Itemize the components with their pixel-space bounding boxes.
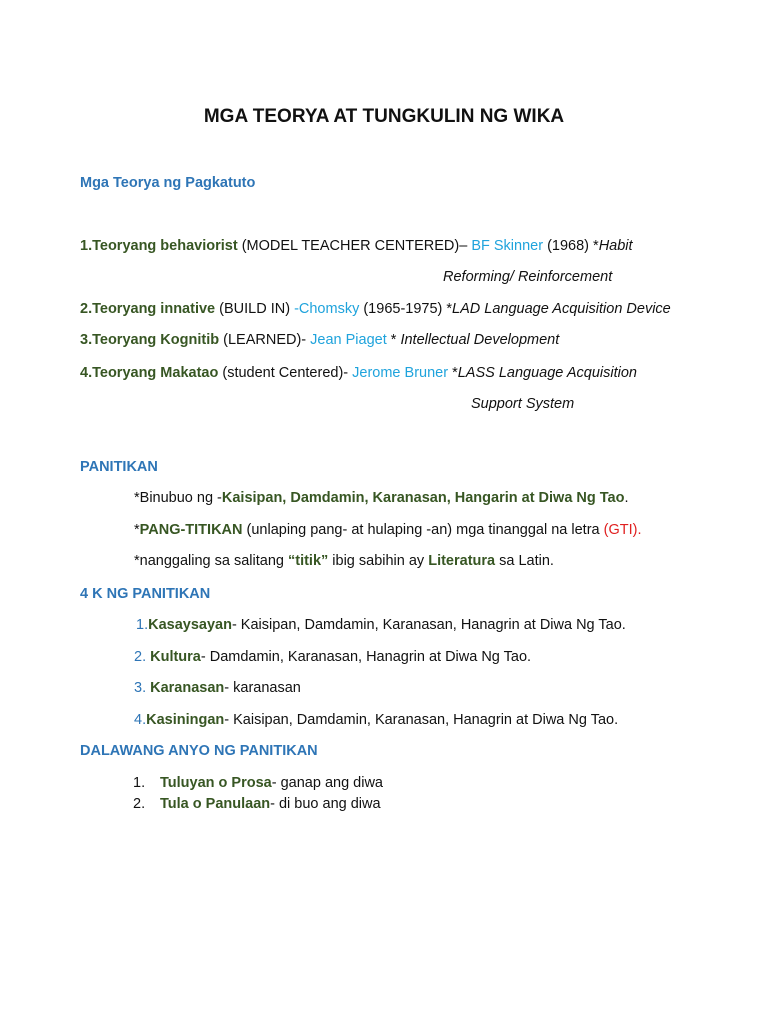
theory-person: BF Skinner — [471, 238, 544, 254]
item-number: 2. — [134, 649, 151, 665]
theory-desc: Intellectual Development — [400, 332, 560, 348]
anyo-heading: DALAWANG ANYO NG PANITIKAN — [80, 743, 318, 759]
theory-name: 3.Teoryang Kognitib — [80, 332, 220, 348]
panitikan-heading: PANITIKAN — [80, 459, 158, 475]
item-term: Tuluyan o Prosa — [160, 775, 272, 791]
panitikan-line-2 — [134, 521, 642, 539]
line-text: ibig sabihin ay — [328, 553, 429, 569]
theory-item-4 — [80, 364, 637, 382]
item-number: 1. — [133, 775, 146, 791]
theory-tag: (MODEL TEACHER CENTERED)– — [237, 238, 472, 254]
theory-year: * — [386, 332, 401, 348]
theory-tag: (student Centered)- — [218, 365, 353, 381]
line-emphasis: PANG-TITIKAN — [139, 522, 243, 538]
theory-item-3 — [80, 331, 559, 349]
line-text: . — [624, 490, 629, 506]
line-emphasis: “titik” — [287, 553, 329, 569]
theory-desc: LAD Language Acquisition Device — [452, 301, 671, 317]
panitikan-line-3 — [134, 552, 554, 570]
theory-year: * — [448, 365, 458, 381]
theory-desc: Habit — [598, 238, 633, 254]
theory-person: -Chomsky — [294, 301, 360, 317]
theory-name: 2.Teoryang innative — [80, 301, 216, 317]
item-term: Kasaysayan — [148, 617, 232, 633]
line-text: *nanggaling sa salitang — [134, 553, 288, 569]
anyo-item-1 — [133, 774, 383, 792]
theory-name: 4.Teoryang Makatao — [80, 365, 219, 381]
item-desc: - di buo ang diwa — [270, 796, 381, 812]
item-number: 2. — [133, 796, 146, 812]
theory-desc: LASS Language Acquisition — [457, 365, 637, 381]
theory-desc-continued: Reforming/ Reinforcement — [443, 269, 613, 285]
item-term: Tula o Panulaan — [160, 796, 271, 812]
line-text: (unlaping pang- at hulaping -an) mga tinanggal na letra — [242, 522, 604, 538]
item-number: 1. — [136, 617, 149, 633]
line-text: *Binubuo ng - — [134, 490, 222, 506]
line-highlight: (GTI). — [603, 522, 642, 538]
item-term: Kasiningan — [146, 712, 225, 728]
item-term: Kultura — [150, 649, 201, 665]
item-desc: - Kaisipan, Damdamin, Karanasan, Hanagrin at Diwa Ng Tao. — [231, 617, 626, 633]
apat-k-item-4 — [134, 711, 618, 729]
theory-name: 1.Teoryang behaviorist — [80, 238, 238, 254]
item-desc: - karanasan — [224, 680, 301, 696]
item-desc: - ganap ang diwa — [271, 775, 383, 791]
line-emphasis: Kaisipan, Damdamin, Karanasan, Hangarin at Diwa Ng Tao — [221, 490, 625, 506]
line-text: * — [134, 522, 140, 538]
apat-k-item-1 — [136, 616, 626, 634]
page-title: MGA TEORYA AT TUNGKULIN NG WIKA — [203, 106, 565, 127]
item-number: 4. — [134, 712, 147, 728]
theory-person: Jerome Bruner — [352, 365, 449, 381]
theory-desc-continued: Support System — [471, 396, 575, 412]
item-desc: - Damdamin, Karanasan, Hanagrin at Diwa Ng Tao. — [200, 649, 532, 665]
item-desc: - Kaisipan, Damdamin, Karanasan, Hanagrin at Diwa Ng Tao. — [224, 712, 619, 728]
theory-item-2 — [80, 300, 671, 318]
apat-k-heading: 4 K NG PANITIKAN — [80, 586, 211, 602]
apat-k-item-3 — [134, 679, 301, 697]
theory-year: (1965-1975) * — [359, 301, 453, 317]
anyo-item-2 — [133, 795, 381, 813]
theory-person: Jean Piaget — [310, 332, 387, 348]
item-number: 3. — [134, 680, 151, 696]
theory-tag: (LEARNED)- — [219, 332, 311, 348]
panitikan-line-1 — [134, 489, 629, 507]
line-emphasis: Literatura — [428, 553, 496, 569]
theory-year: (1968) * — [543, 238, 599, 254]
teorya-heading: Mga Teorya ng Pagkatuto — [80, 175, 256, 191]
item-term: Karanasan — [150, 680, 225, 696]
theory-tag: (BUILD IN) — [215, 301, 295, 317]
line-text: sa Latin. — [495, 553, 554, 569]
theory-item-1 — [80, 237, 633, 255]
apat-k-item-2 — [134, 648, 531, 666]
